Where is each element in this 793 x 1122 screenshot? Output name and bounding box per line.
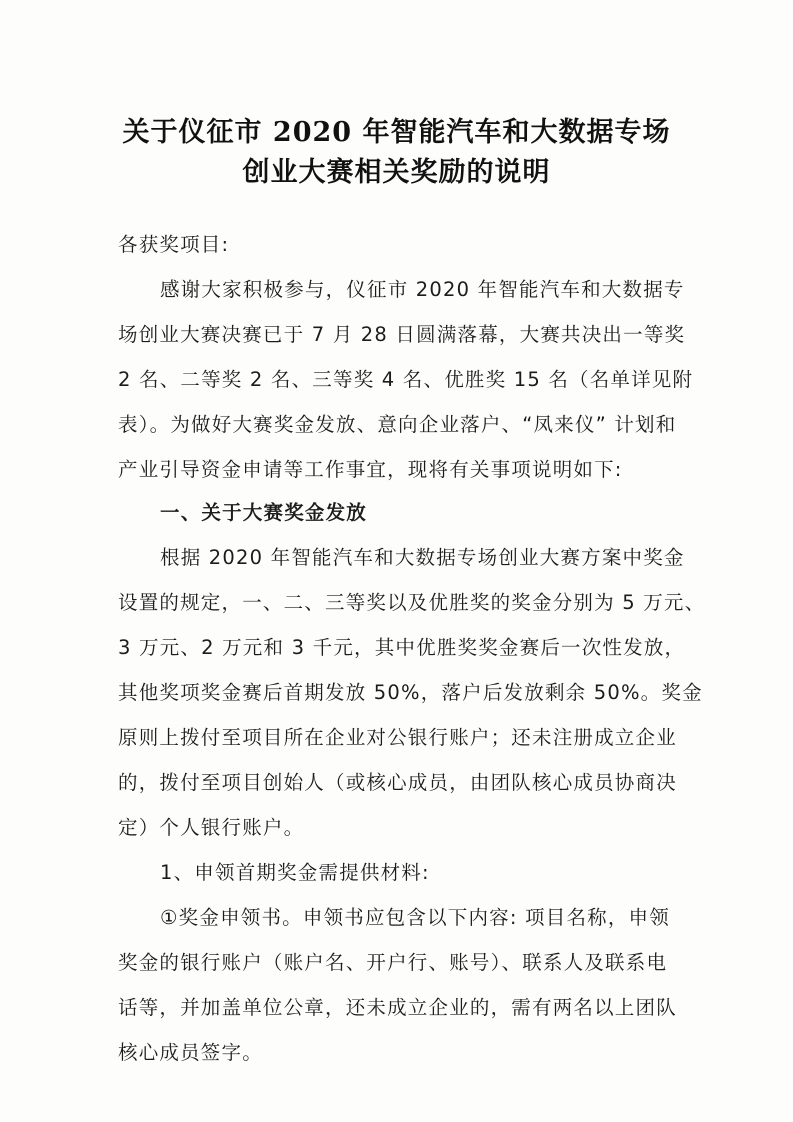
paragraph-line: 话等，并加盖单位公章，还未成立企业的，需有两名以上团队 <box>118 996 677 1019</box>
paragraph-line: 产业引导资金申请等工作事宜，现将有关事项说明如下: <box>118 458 623 481</box>
paragraph-line: 定）个人银行账户。 <box>118 816 305 839</box>
paragraph-line: 原则上拨付至项目所在企业对公银行账户；还未注册成立企业 <box>118 726 677 749</box>
paragraph-line: 其他奖项奖金赛后首期发放 50%，落户后发放剩余 50%。奖金 <box>118 681 703 704</box>
paragraph-line: 核心成员签字。 <box>118 1041 263 1064</box>
paragraph-line: 奖金的银行账户（账户名、开户行、账号）、联系人及联系电 <box>118 951 668 974</box>
paragraph-line: 设置的规定，一、二、三等奖以及优胜奖的奖金分别为 5 万元、 <box>118 591 706 614</box>
paragraph-line: 表）。为做好大赛奖金发放、意向企业落户、“凤来仪” 计划和 <box>118 413 677 436</box>
paragraph-line: ①奖金申领书。申领书应包含以下内容: 项目名称，申领 <box>160 906 670 929</box>
paragraph-line: 场创业大赛决赛已于 7 月 28 日圆满落幕，大赛共决出一等奖 <box>118 323 686 346</box>
paragraph-line: 的，拨付至项目创始人（或核心成员，由团队核心成员协商决 <box>118 771 677 794</box>
document-title-line-2: 创业大赛相关奖励的说明 <box>242 157 551 188</box>
paragraph-line: 根据 2020 年智能汽车和大数据专场创业大赛方案中奖金 <box>160 546 685 569</box>
paragraph-line: 3 万元、2 万元和 3 千元，其中优胜奖奖金赛后一次性发放， <box>118 636 686 659</box>
document-title-line-1: 关于仪征市 2020 年智能汽车和大数据专场 <box>122 117 671 148</box>
paragraph-line: 2 名、二等奖 2 名、三等奖 4 名、优胜奖 15 名（名单详见附 <box>118 368 694 391</box>
section-heading: 一、关于大赛奖金发放 <box>160 501 368 524</box>
paragraph-line: 感谢大家积极参与，仪征市 2020 年智能汽车和大数据专 <box>160 278 685 301</box>
salutation: 各获奖项目: <box>118 233 230 256</box>
subsection-heading: 1、申领首期奖金需提供材料: <box>160 861 430 884</box>
